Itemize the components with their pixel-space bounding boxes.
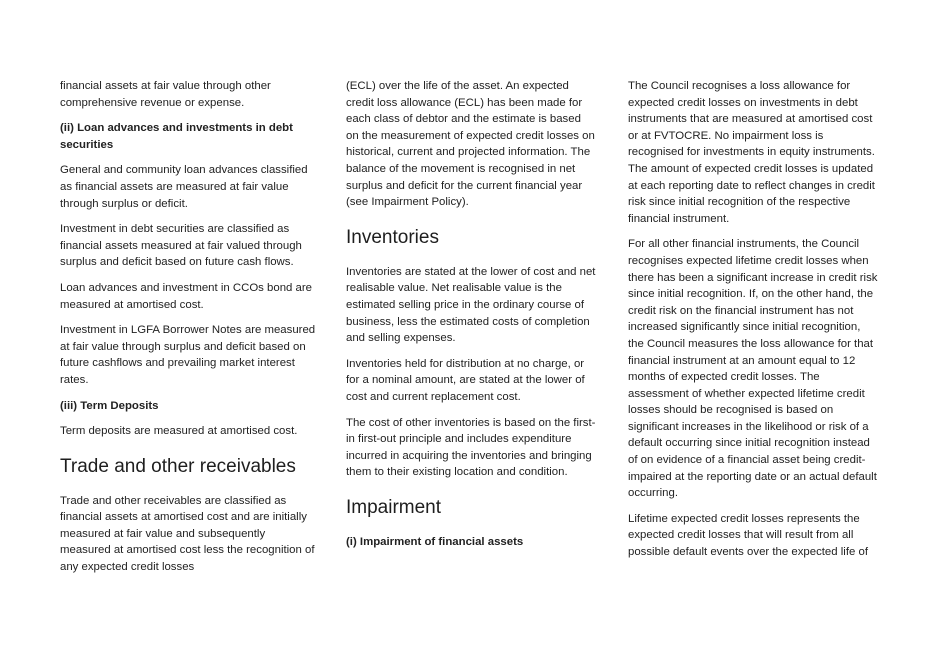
- column-middle: [346, 78, 596, 559]
- subheading-impairment-financial-assets: (i) Impairment of financial assets: [346, 535, 524, 548]
- paragraph: (ECL) over the life of the asset. An expected credit loss allowance (ECL) has been made for each class of debtor and the estimate is based on the measurement of expected credit losses on historical, current and projected information. The balance of the movement is recognised in net surplus and deficit for the current financial year (see Impairment Policy).: [346, 80, 595, 209]
- paragraph: Trade and other receivables are classified as financial assets at amortised cost and are initially measured at fair value and subsequently measured at amortised cost less the recognition of any expected credit losses: [60, 494, 315, 574]
- paragraph: The cost of other inventories is based on the first-in first-out principle and includes expenditure incurred in acquiring the inventories and bringing them to their existing location and condition.: [346, 416, 596, 479]
- column-right: [628, 78, 878, 570]
- paragraph: Investment in LGFA Borrower Notes are measured at fair value through surplus and deficit based on future cashflows and prevailing market interest rates.: [60, 324, 316, 386]
- paragraph: Investment in debt securities are classified as financial assets measured at fair valued through surplus and deficit based on future cash flows.: [60, 223, 302, 269]
- paragraph: The Council recognises a loss allowance for expected credit losses on investments in debt instruments that are measured at amortised cost or at FVTOCRE. No impairment loss is recognised for investments in equity instruments. The amount of expected credit losses is updated at each reporting date to reflect changes in credit risk since initial recognition of the respective financial instrument.: [628, 80, 875, 225]
- paragraph: Term deposits are measured at amortised cost.: [60, 425, 298, 438]
- column-left: [60, 78, 316, 585]
- paragraph: Lifetime expected credit losses represents the expected credit losses that will result from all possible default events over the expected life of: [628, 512, 868, 559]
- subheading-loan-advances: (ii) Loan advances and investments in debt securities: [60, 122, 293, 151]
- paragraph: Inventories are stated at the lower of cost and net realisable value. Net realisable value is the estimated selling price in the ordinary course of business, less the estimated costs of completion and selling expenses.: [346, 265, 596, 345]
- subheading-term-deposits: (iii) Term Deposits: [60, 399, 159, 412]
- paragraph: General and community loan advances classified as financial assets are measured at fair value through surplus or deficit.: [60, 164, 308, 210]
- heading-trade-receivables: Trade and other receivables: [60, 455, 296, 477]
- heading-inventories: Inventories: [346, 226, 439, 248]
- paragraph: For all other financial instruments, the Council recognises expected lifetime credit losses when there has been a significant increase in credit risk since initial recognition. If, on the other hand, the credit risk on the financial instrument has not increased significantly since initial recognition, the Council measures the loss allowance for that financial instrument at an amount equal to 12 months of expected credit losses. The assessment of whether expected lifetime credit losses should be recognised is based on significant increases in the likelihood or risk of a default occurring since initial recognition instead of on evidence of a financial asset being credit-impaired at the reporting date or an actual default occurring.: [628, 238, 878, 500]
- paragraph: Inventories held for distribution at no charge, or for a nominal amount, are stated at the lower of cost and current replacement cost.: [346, 357, 585, 403]
- paragraph: Loan advances and investment in CCOs bond are measured at amortised cost.: [60, 281, 313, 311]
- paragraph: financial assets at fair value through other comprehensive revenue or expense.: [60, 80, 271, 109]
- heading-impairment: Impairment: [346, 496, 442, 518]
